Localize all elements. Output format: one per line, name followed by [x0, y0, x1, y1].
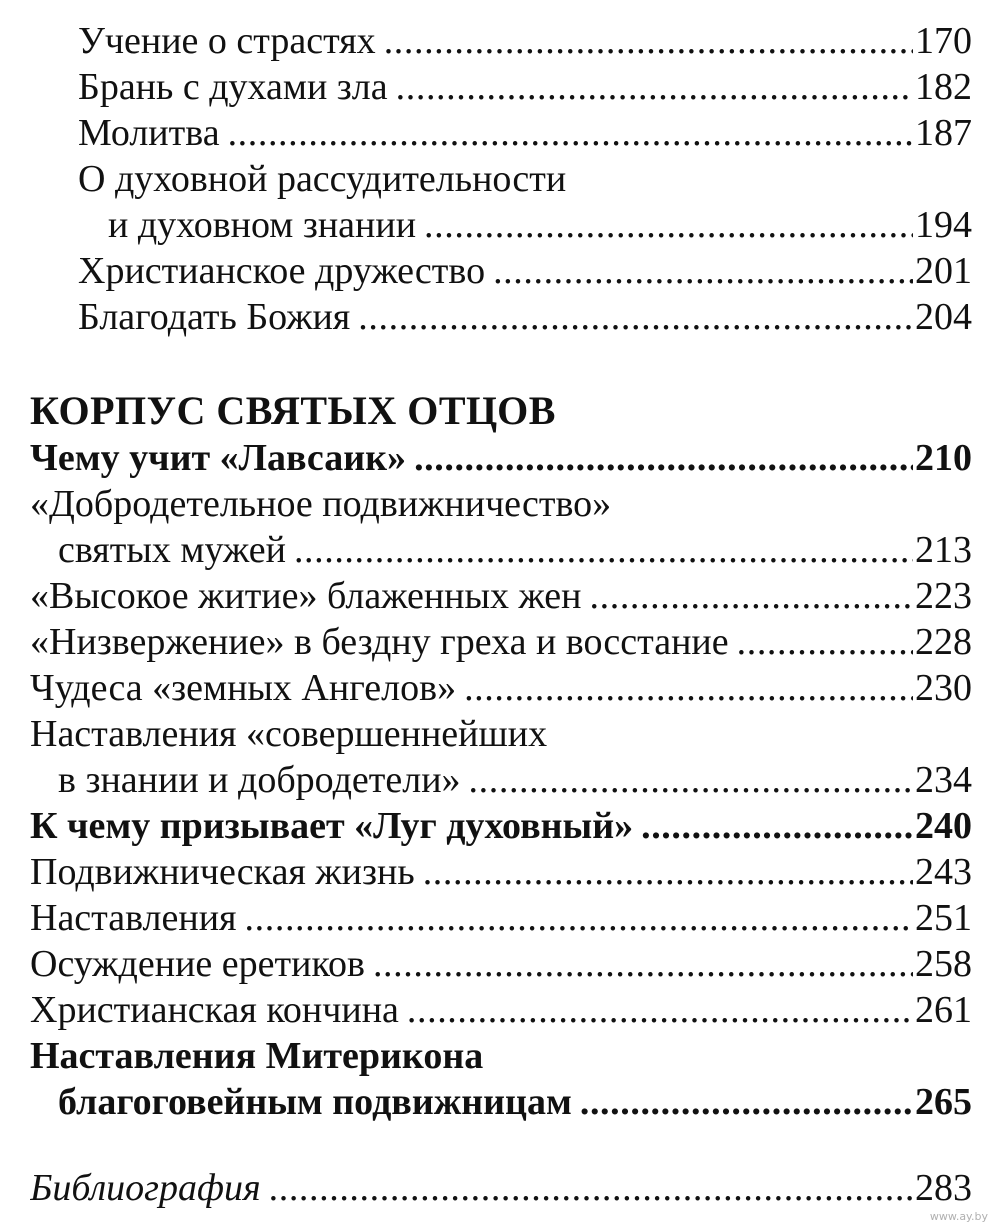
toc-entry-title: и духовном знании — [108, 204, 417, 246]
toc-entry-page: 251 — [915, 897, 972, 939]
toc-entry-page: 194 — [915, 204, 972, 246]
toc-entry-title: Христианское дружество — [78, 250, 486, 292]
toc-entry-title-line1: Наставления «совершеннейших — [30, 713, 548, 755]
toc-entry-title: «Высокое житие» блаженных жен — [30, 575, 582, 617]
toc-entry-bibliography — [30, 1160, 972, 1216]
toc-entry-title: Чему учит «Лавсаик» — [30, 437, 407, 479]
leader-dots — [358, 289, 913, 345]
toc-entry — [78, 289, 972, 345]
toc-entry-title: благоговейным подвижницам — [58, 1081, 572, 1123]
toc-entry-page: 261 — [915, 989, 972, 1031]
toc-entry-page: 187 — [915, 112, 972, 154]
leader-dots — [269, 1160, 913, 1216]
toc-entry-page: 228 — [915, 621, 972, 663]
toc-entry-page: 230 — [915, 667, 972, 709]
toc-entry-title: К чему призывает «Луг духовный» — [30, 805, 634, 847]
toc-entry-title: Осуждение еретиков — [30, 943, 365, 985]
toc-entry-title: Учение о страстях — [78, 20, 376, 62]
toc-entry-page: 182 — [915, 66, 972, 108]
watermark: www.ay.by — [929, 1210, 988, 1223]
toc-entry-page: 258 — [915, 943, 972, 985]
toc-entry-page: 213 — [915, 529, 972, 571]
toc-entry-page: 265 — [915, 1081, 972, 1123]
toc-entry-page: 223 — [915, 575, 972, 617]
toc-entry-title: Благодать Божия — [78, 296, 351, 338]
toc-entry-page: 283 — [915, 1167, 972, 1209]
toc-entry-title-line1: О духовной рассудительности — [78, 158, 567, 200]
toc-entry-title: святых мужей — [58, 529, 286, 571]
toc-entry-title: Молитва — [78, 112, 220, 154]
toc-entry-title: Брань с духами зла — [78, 66, 388, 108]
toc-entry-title-line1: «Добродетельное подвижничество» — [30, 483, 612, 525]
toc-entry-title: «Низвержение» в бездну греха и восстание — [30, 621, 729, 663]
leader-dots — [580, 1074, 913, 1130]
toc-entry-page: 243 — [915, 851, 972, 893]
toc-entry-title: Наставления — [30, 897, 237, 939]
toc-entry-bold — [58, 1074, 972, 1130]
toc-entry-page: 210 — [915, 437, 972, 479]
toc-entry-title: Подвижническая жизнь — [30, 851, 415, 893]
toc-entry-page: 204 — [915, 296, 972, 338]
toc-entry-title-line1: Наставления Митерикона — [30, 1035, 484, 1077]
toc-entry-page: 240 — [915, 805, 972, 847]
toc-entry-title: Христианская кончина — [30, 989, 399, 1031]
toc-entry-page: 170 — [915, 20, 972, 62]
section-heading: КОРПУС СВЯТЫХ ОТЦОВ — [30, 388, 556, 433]
toc-entry-page: 201 — [915, 250, 972, 292]
toc-entry-title: Чудеса «земных Ангелов» — [30, 667, 457, 709]
toc-entry-title: в знании и добродетели» — [58, 759, 461, 801]
toc-entry-page: 234 — [915, 759, 972, 801]
toc-entry-title: Библиография — [30, 1167, 261, 1209]
